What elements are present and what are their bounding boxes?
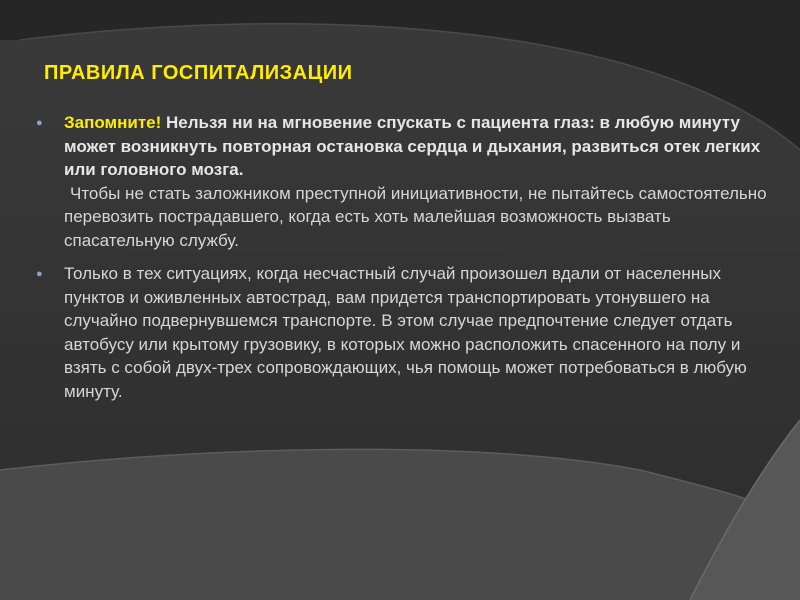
paragraph-text: Только в тех ситуациях, когда несчастный случай произошел вдали от населенных пунктов и оживленных автострад, вам придется транспортировать утонувшего на случайно подвернувшемся транспорте. В этом случае предпочтение следует отдать автобусу или крытому грузовику, в которых можно расположить спасенного на полу и взять с собой двух-трех сопровождающих, чья помощь может потребоваться в любую минуту. [64,264,747,401]
slide-title: ПРАВИЛА ГОСПИТАЛИЗАЦИИ [44,62,353,84]
bullet-list [36,111,771,413]
list-item [36,262,771,403]
bullet-dot-icon: ● [36,268,43,280]
bullet-dot-icon: ● [36,117,43,129]
list-item [36,111,771,252]
warning-text: Нельзя ни на мгновение спускать с пациента глаз: в любую минуту может возникнуть повторная остановка сердца и дыхания, развиться отек легких или головного мозга. [64,113,761,179]
highlight-text: Запомните! [64,113,162,132]
bottom-sweep-shape [0,449,800,600]
paragraph-text: Чтобы не стать заложником преступной инициативности, не пытайтесь самостоятельно перевозить пострадавшего, когда есть хоть малейшая возможность вызвать спасательную службу. [64,183,767,250]
